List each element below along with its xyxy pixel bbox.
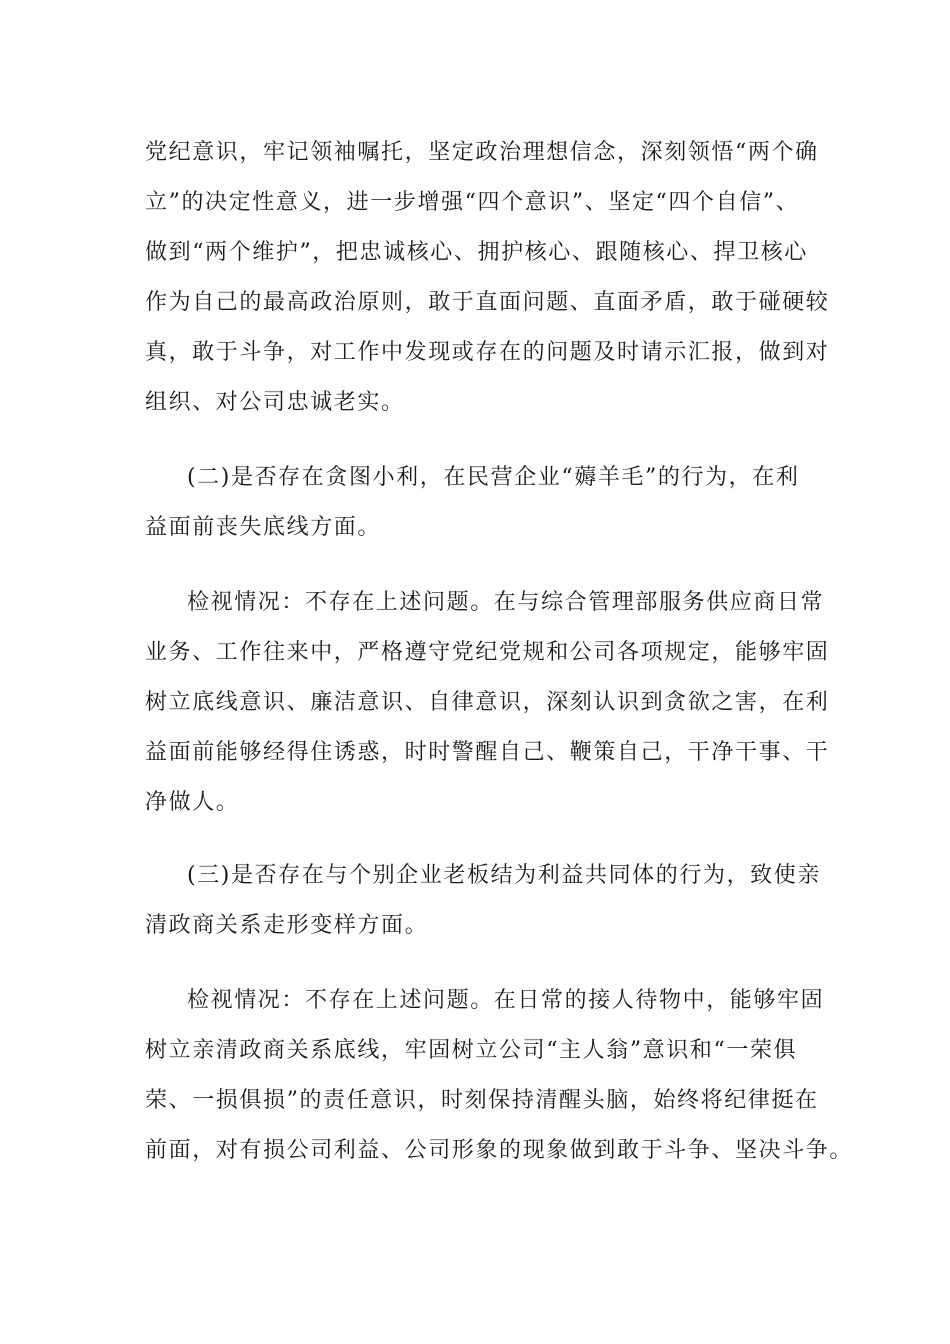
paragraph-line: 作为自己的最高政治原则，敢于直面问题、直面矛盾，敢于碰硬较 <box>145 290 830 315</box>
paragraph-line: 党纪意识，牢记领袖嘱托，坚定政治理想信念，深刻领悟“两个确 <box>145 140 819 165</box>
section-heading-3-cont: 清政商关系走形变样方面。 <box>145 913 429 938</box>
review-paragraph-line: 树立底线意识、廉洁意识、自律意识，深刻认识到贪欲之害，在利 <box>145 690 830 715</box>
review-paragraph-line: 益面前能够经得住诱惑，时时警醒自己、鞭策自己，干净干事、干 <box>145 740 830 765</box>
paragraph-line: 组织、对公司忠诚老实。 <box>145 390 405 415</box>
section-heading-2: (二)是否存在贪图小利，在民营企业“薅羊毛”的行为，在利 <box>187 465 800 490</box>
paragraph-line: 真，敢于斗争，对工作中发现或存在的问题及时请示汇报，做到对 <box>145 340 830 365</box>
review-paragraph-line: 树立亲清政商关系底线，牢固树立公司“主人翁”意识和“一荣俱 <box>145 1038 798 1063</box>
review-paragraph-line: 荣、一损俱损”的责任意识，时刻保持清醒头脑，始终将纪律挺在 <box>145 1088 819 1113</box>
review-paragraph-line: 检视情况：不存在上述问题。在日常的接人待物中，能够牢固 <box>187 988 825 1013</box>
review-paragraph-line: 前面，对有损公司利益、公司形象的现象做到敢于斗争、坚决斗争。 <box>145 1138 854 1163</box>
section-heading-2-cont: 益面前丧失底线方面。 <box>145 515 382 540</box>
paragraph-line: 做到“两个维护”，把忠诚核心、拥护核心、跟随核心、捍卫核心 <box>145 240 808 265</box>
review-paragraph-line: 净做人。 <box>145 790 240 815</box>
section-heading-3: (三)是否存在与个别企业老板结为利益共同体的行为，致使亲 <box>187 863 821 888</box>
review-paragraph-line: 检视情况：不存在上述问题。在与综合管理部服务供应商日常 <box>187 590 825 615</box>
paragraph-line: 立”的决定性意义，进一步增强“四个意识”、坚定“四个自信”、 <box>145 190 800 215</box>
review-paragraph-line: 业务、工作往来中，严格遵守党纪党规和公司各项规定，能够牢固 <box>145 640 830 665</box>
